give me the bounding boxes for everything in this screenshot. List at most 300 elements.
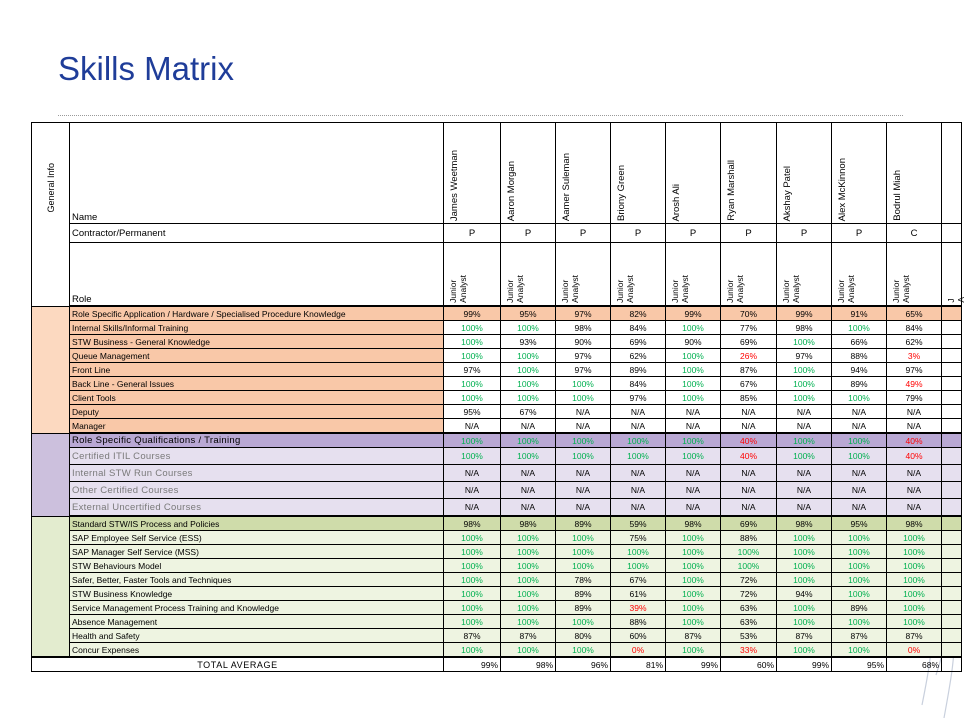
skill-score-cell: 26% — [721, 349, 777, 363]
skill-score-cell: 97% — [887, 363, 942, 377]
skill-score-cell: 100% — [721, 559, 777, 573]
skill-row — [32, 629, 962, 643]
page-title: Skills Matrix — [58, 50, 235, 87]
skill-score-cell: 100% — [666, 601, 721, 615]
section-average-cell: 98% — [777, 516, 832, 531]
skill-score-cell: N/A — [887, 499, 942, 517]
employee-name: Ryan Marshall — [726, 160, 737, 221]
section-average-cell: 69% — [721, 516, 777, 531]
edge-cell — [942, 657, 962, 672]
skill-row — [32, 531, 962, 545]
skill-label: Back Line - General Issues — [70, 377, 444, 391]
skill-row — [32, 545, 962, 559]
skill-score-cell: 88% — [721, 531, 777, 545]
section-header-row — [32, 306, 962, 321]
skill-score-cell: 49% — [887, 377, 942, 391]
role-header — [887, 243, 942, 307]
employee-name: Bodrul Miah — [892, 170, 903, 221]
edge-cell — [942, 306, 962, 321]
section-average-cell: 91% — [832, 306, 887, 321]
section-average-cell: 100% — [666, 433, 721, 448]
employee-name-header — [887, 123, 942, 224]
role-value: Junior Analyst — [505, 275, 525, 303]
section-average-cell: 98% — [444, 516, 501, 531]
skill-row — [32, 643, 962, 658]
skill-score-cell: N/A — [501, 419, 556, 434]
skill-score-cell: 100% — [556, 559, 611, 573]
section-average-cell: 70% — [721, 306, 777, 321]
section-average-cell: 98% — [501, 516, 556, 531]
edge-role-value: J A — [946, 297, 966, 303]
skill-score-cell: N/A — [556, 482, 611, 499]
skill-score-cell: 93% — [501, 335, 556, 349]
skill-row — [32, 335, 962, 349]
skill-row — [32, 448, 962, 465]
edge-cell — [942, 321, 962, 335]
skill-score-cell: 100% — [501, 545, 556, 559]
skill-score-cell: 100% — [611, 545, 666, 559]
skill-score-cell: N/A — [832, 482, 887, 499]
section-average-cell: 65% — [887, 306, 942, 321]
skill-score-cell: 100% — [501, 615, 556, 629]
skill-score-cell: 100% — [832, 587, 887, 601]
skill-score-cell: N/A — [611, 419, 666, 434]
skill-score-cell: 100% — [501, 573, 556, 587]
skill-score-cell: 3% — [887, 349, 942, 363]
edge-cell — [942, 448, 962, 465]
skill-score-cell: 100% — [444, 335, 501, 349]
skill-score-cell: 100% — [444, 391, 501, 405]
skill-score-cell: 100% — [556, 531, 611, 545]
contract-type-cell: P — [721, 224, 777, 243]
role-value: Junior Analyst — [448, 275, 468, 303]
skill-score-cell: 100% — [832, 391, 887, 405]
role-header — [501, 243, 556, 307]
skill-score-cell: 72% — [721, 573, 777, 587]
skill-score-cell: N/A — [666, 482, 721, 499]
skill-score-cell: 87% — [832, 629, 887, 643]
edge-cell — [942, 363, 962, 377]
skill-score-cell: 100% — [501, 587, 556, 601]
skill-score-cell: 84% — [887, 321, 942, 335]
skill-score-cell: 97% — [611, 391, 666, 405]
skill-score-cell: 53% — [721, 629, 777, 643]
contract-type-cell: P — [777, 224, 832, 243]
skill-score-cell: 100% — [444, 601, 501, 615]
edge-cell — [942, 335, 962, 349]
skill-score-cell: 100% — [666, 448, 721, 465]
skill-label: Internal STW Run Courses — [70, 465, 444, 482]
skill-score-cell: N/A — [777, 499, 832, 517]
skill-score-cell: 100% — [444, 448, 501, 465]
skill-score-cell: 100% — [444, 573, 501, 587]
skill-label: Queue Management — [70, 349, 444, 363]
skill-score-cell: N/A — [721, 419, 777, 434]
skill-score-cell: 100% — [887, 531, 942, 545]
skill-score-cell: N/A — [666, 465, 721, 482]
skill-score-cell: 72% — [721, 587, 777, 601]
skill-score-cell: 100% — [777, 545, 832, 559]
skill-score-cell: N/A — [887, 482, 942, 499]
section-average-cell: 100% — [444, 433, 501, 448]
skill-label: STW Business - General Knowledge — [70, 335, 444, 349]
skill-score-cell: 87% — [444, 629, 501, 643]
skill-score-cell: 67% — [501, 405, 556, 419]
skill-row — [32, 377, 962, 391]
skill-score-cell: 61% — [611, 587, 666, 601]
skill-score-cell: 97% — [556, 349, 611, 363]
edge-cell — [942, 377, 962, 391]
skill-score-cell: 87% — [777, 629, 832, 643]
employee-name: Aaron Morgan — [506, 160, 517, 221]
skill-score-cell: 95% — [444, 405, 501, 419]
skill-score-cell: 100% — [501, 643, 556, 658]
skill-label: Front Line — [70, 363, 444, 377]
employee-name: Akshay Patel — [782, 165, 793, 221]
skill-score-cell: 100% — [777, 363, 832, 377]
section-average-cell: 40% — [721, 433, 777, 448]
skill-label: Certified ITIL Courses — [70, 448, 444, 465]
skill-score-cell: 100% — [777, 391, 832, 405]
edge-cell — [942, 516, 962, 531]
section-average-cell: 100% — [777, 433, 832, 448]
skill-score-cell: 88% — [611, 615, 666, 629]
skill-score-cell: 100% — [556, 391, 611, 405]
skill-score-cell: 100% — [777, 559, 832, 573]
employee-name-header — [444, 123, 501, 224]
contract-row — [32, 224, 962, 243]
skill-score-cell: 100% — [666, 391, 721, 405]
contract-type-cell: P — [444, 224, 501, 243]
skill-score-cell: N/A — [501, 482, 556, 499]
skill-score-cell: N/A — [721, 499, 777, 517]
skill-row — [32, 321, 962, 335]
skill-score-cell: 100% — [556, 615, 611, 629]
skill-score-cell: N/A — [777, 465, 832, 482]
edge-cell — [942, 643, 962, 658]
role-header — [611, 243, 666, 307]
skill-score-cell: 90% — [556, 335, 611, 349]
skill-score-cell: 100% — [832, 573, 887, 587]
skill-score-cell: 100% — [777, 335, 832, 349]
edge-role-cell — [942, 243, 966, 307]
edge-cell — [942, 391, 962, 405]
skill-score-cell: 87% — [666, 629, 721, 643]
skill-score-cell: 100% — [501, 363, 556, 377]
skill-score-cell: 89% — [832, 377, 887, 391]
skill-score-cell: N/A — [777, 482, 832, 499]
total-average-cell: 68% — [887, 657, 942, 672]
skill-score-cell: 94% — [832, 363, 887, 377]
section-average-cell: 40% — [887, 433, 942, 448]
role-header — [777, 243, 832, 307]
skill-row — [32, 615, 962, 629]
skill-score-cell: N/A — [444, 499, 501, 517]
skill-score-cell: N/A — [832, 419, 887, 434]
section-average-cell: 100% — [832, 433, 887, 448]
skill-row — [32, 573, 962, 587]
skill-score-cell: 62% — [887, 335, 942, 349]
section-average-cell: 98% — [666, 516, 721, 531]
skill-score-cell: 90% — [666, 335, 721, 349]
edge-cell — [942, 545, 962, 559]
edge-cell — [942, 419, 962, 434]
total-average-row — [32, 657, 962, 672]
role-value: Junior Analyst — [615, 275, 635, 303]
skill-score-cell: N/A — [444, 419, 501, 434]
skill-score-cell: 100% — [887, 573, 942, 587]
total-average-cell: 81% — [611, 657, 666, 672]
edge-cell — [942, 349, 962, 363]
section-category-cell — [32, 516, 70, 657]
skill-label: SAP Employee Self Service (ESS) — [70, 531, 444, 545]
skill-score-cell: N/A — [887, 465, 942, 482]
employee-name-header — [832, 123, 887, 224]
skill-score-cell: 100% — [666, 377, 721, 391]
skill-score-cell: 100% — [777, 531, 832, 545]
skill-score-cell: 69% — [611, 335, 666, 349]
edge-cell — [942, 499, 962, 517]
total-average-label: TOTAL AVERAGE — [32, 657, 444, 672]
skill-score-cell: 100% — [666, 349, 721, 363]
skill-label: SAP Manager Self Service (MSS) — [70, 545, 444, 559]
general-info-label: General Info — [45, 163, 56, 213]
skill-row — [32, 499, 962, 517]
skill-score-cell: N/A — [777, 405, 832, 419]
edge-cell — [942, 601, 962, 615]
role-value: Junior Analyst — [781, 275, 801, 303]
skill-score-cell: N/A — [832, 499, 887, 517]
name-label: Name — [70, 123, 444, 224]
edge-cell — [942, 405, 962, 419]
section-average-cell: 97% — [556, 306, 611, 321]
edge-name-cell — [942, 123, 962, 224]
contract-label: Contractor/Permanent — [70, 224, 444, 243]
role-value: Junior Analyst — [560, 275, 580, 303]
skill-score-cell: 100% — [721, 545, 777, 559]
general-info-category-cell — [32, 123, 70, 307]
skill-score-cell: 40% — [721, 448, 777, 465]
skill-score-cell: 100% — [666, 615, 721, 629]
skill-score-cell: 100% — [666, 643, 721, 658]
skill-score-cell: 100% — [832, 321, 887, 335]
section-average-cell: 100% — [501, 433, 556, 448]
skill-score-cell: 100% — [501, 321, 556, 335]
skill-score-cell: 100% — [832, 615, 887, 629]
edge-contract-cell — [942, 224, 962, 243]
skill-score-cell: 79% — [887, 391, 942, 405]
skill-score-cell: N/A — [611, 482, 666, 499]
total-average-cell: 60% — [721, 657, 777, 672]
skill-score-cell: 100% — [777, 448, 832, 465]
edge-cell — [942, 531, 962, 545]
skill-score-cell: N/A — [666, 499, 721, 517]
employee-name: James Weetman — [449, 149, 460, 221]
role-header — [444, 243, 501, 307]
skill-label: Health and Safety — [70, 629, 444, 643]
skill-score-cell: 97% — [556, 363, 611, 377]
skill-score-cell: 0% — [887, 643, 942, 658]
skill-score-cell: 100% — [777, 601, 832, 615]
skill-score-cell: 98% — [777, 321, 832, 335]
total-average-cell: 99% — [666, 657, 721, 672]
skill-score-cell: 100% — [832, 559, 887, 573]
skill-label: Safer, Better, Faster Tools and Techniques — [70, 573, 444, 587]
skill-label: Service Management Process Training and Knowledge — [70, 601, 444, 615]
skill-row — [32, 391, 962, 405]
skill-score-cell: N/A — [611, 465, 666, 482]
role-row — [32, 243, 962, 307]
skill-row — [32, 587, 962, 601]
skill-score-cell: 100% — [611, 559, 666, 573]
skill-score-cell: 97% — [777, 349, 832, 363]
skill-row — [32, 601, 962, 615]
contract-type-cell: P — [556, 224, 611, 243]
skill-score-cell: 40% — [887, 448, 942, 465]
employee-name: Alex McKinnon — [837, 157, 848, 221]
skill-score-cell: 89% — [556, 601, 611, 615]
role-value: Junior Analyst — [725, 275, 745, 303]
skill-score-cell: 100% — [501, 377, 556, 391]
skill-score-cell: 100% — [501, 559, 556, 573]
employee-name-header — [666, 123, 721, 224]
section-title: Standard STW/IS Process and Policies — [70, 516, 444, 531]
employee-name: Arosh Ali — [671, 183, 682, 221]
skill-score-cell: 100% — [666, 545, 721, 559]
skill-score-cell: 100% — [444, 559, 501, 573]
role-header — [721, 243, 777, 307]
skill-score-cell: 100% — [501, 448, 556, 465]
skill-row — [32, 465, 962, 482]
edge-cell — [942, 482, 962, 499]
total-average-cell: 96% — [556, 657, 611, 672]
skill-score-cell: 100% — [666, 363, 721, 377]
edge-cell — [942, 615, 962, 629]
skill-score-cell: N/A — [444, 465, 501, 482]
skill-score-cell: 89% — [611, 363, 666, 377]
title-divider — [58, 115, 903, 116]
name-row — [32, 123, 962, 224]
skill-score-cell: 100% — [556, 448, 611, 465]
skill-score-cell: N/A — [721, 405, 777, 419]
contract-type-cell: P — [501, 224, 556, 243]
section-header-row — [32, 433, 962, 448]
skill-label: STW Behaviours Model — [70, 559, 444, 573]
total-average-cell: 98% — [501, 657, 556, 672]
skill-score-cell: N/A — [721, 465, 777, 482]
skill-score-cell: 84% — [611, 321, 666, 335]
skill-row — [32, 405, 962, 419]
skill-row — [32, 349, 962, 363]
skill-score-cell: 89% — [832, 601, 887, 615]
skill-score-cell: 63% — [721, 601, 777, 615]
skill-score-cell: 94% — [777, 587, 832, 601]
skill-score-cell: N/A — [444, 482, 501, 499]
skill-score-cell: 33% — [721, 643, 777, 658]
skill-score-cell: 100% — [444, 587, 501, 601]
skill-label: Other Certified Courses — [70, 482, 444, 499]
employee-name-header — [721, 123, 777, 224]
skill-score-cell: N/A — [832, 465, 887, 482]
role-label: Role — [70, 243, 444, 307]
skill-score-cell: 78% — [556, 573, 611, 587]
skill-score-cell: 77% — [721, 321, 777, 335]
edge-cell — [942, 573, 962, 587]
skill-row — [32, 482, 962, 499]
edge-cell — [942, 629, 962, 643]
skill-score-cell: 89% — [556, 587, 611, 601]
section-category-cell — [32, 433, 70, 516]
skill-score-cell: N/A — [666, 419, 721, 434]
total-average-cell: 99% — [444, 657, 501, 672]
skill-score-cell: 100% — [556, 545, 611, 559]
skill-score-cell: 67% — [611, 573, 666, 587]
skill-label: Deputy — [70, 405, 444, 419]
section-average-cell: 100% — [611, 433, 666, 448]
section-average-cell: 100% — [556, 433, 611, 448]
skill-score-cell: N/A — [887, 419, 942, 434]
edge-cell — [942, 433, 962, 448]
employee-name: Aamer Suleman — [561, 152, 572, 221]
skill-score-cell: 60% — [611, 629, 666, 643]
skill-row — [32, 363, 962, 377]
skill-score-cell: 100% — [666, 573, 721, 587]
section-average-cell: 95% — [832, 516, 887, 531]
skill-score-cell: 100% — [501, 531, 556, 545]
role-value: Junior Analyst — [670, 275, 690, 303]
role-header — [832, 243, 887, 307]
skill-score-cell: 100% — [832, 531, 887, 545]
skill-score-cell: 100% — [887, 615, 942, 629]
skill-score-cell: 100% — [777, 615, 832, 629]
skill-score-cell: N/A — [556, 405, 611, 419]
section-header-row — [32, 516, 962, 531]
skill-score-cell: 88% — [832, 349, 887, 363]
role-value: Junior Analyst — [891, 275, 911, 303]
employee-name-header — [556, 123, 611, 224]
skill-score-cell: 100% — [666, 531, 721, 545]
edge-cell — [942, 465, 962, 482]
skill-score-cell: 100% — [832, 448, 887, 465]
skill-score-cell: N/A — [556, 419, 611, 434]
skill-score-cell: N/A — [887, 405, 942, 419]
skill-score-cell: 0% — [611, 643, 666, 658]
skill-label: Absence Management — [70, 615, 444, 629]
skill-score-cell: 67% — [721, 377, 777, 391]
skill-score-cell: 100% — [832, 545, 887, 559]
section-average-cell: 99% — [666, 306, 721, 321]
skill-label: Client Tools — [70, 391, 444, 405]
skill-score-cell: N/A — [501, 465, 556, 482]
skill-score-cell: N/A — [556, 465, 611, 482]
contract-type-cell: P — [832, 224, 887, 243]
skill-score-cell: N/A — [611, 405, 666, 419]
contract-type-cell: P — [666, 224, 721, 243]
skill-score-cell: 100% — [556, 377, 611, 391]
skill-row — [32, 419, 962, 434]
skill-score-cell: 100% — [887, 601, 942, 615]
skill-score-cell: N/A — [832, 405, 887, 419]
skill-label: Internal Skills/Informal Training — [70, 321, 444, 335]
skill-score-cell: 100% — [444, 545, 501, 559]
employee-name: Briony Green — [616, 165, 627, 221]
skill-label: External Uncertified Courses — [70, 499, 444, 517]
skill-row — [32, 559, 962, 573]
skill-score-cell: 39% — [611, 601, 666, 615]
skill-score-cell: 100% — [444, 377, 501, 391]
skill-score-cell: N/A — [777, 419, 832, 434]
skill-score-cell: 100% — [666, 559, 721, 573]
